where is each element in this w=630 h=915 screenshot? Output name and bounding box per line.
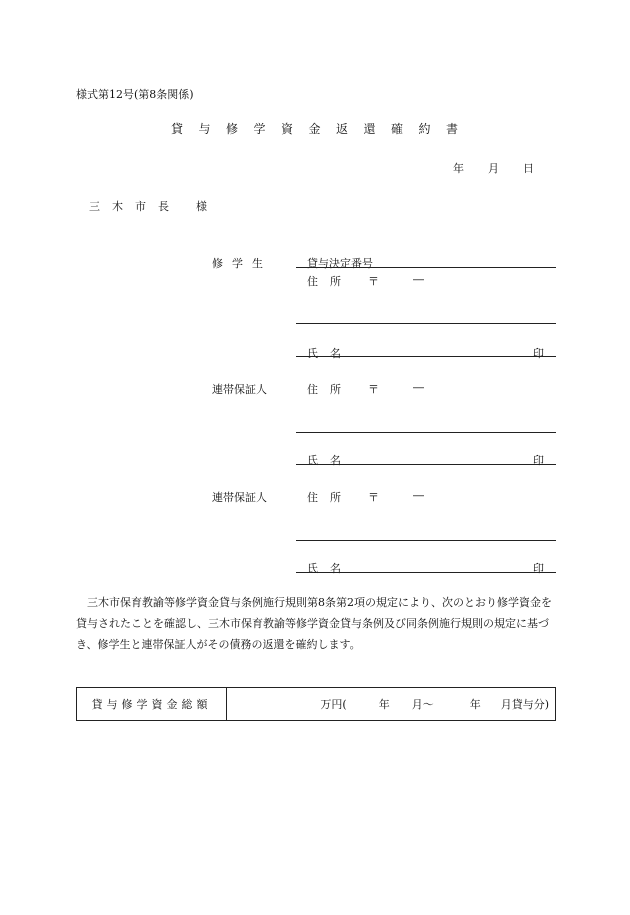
total-amount-table (76, 687, 556, 721)
guarantor-1-postal-mark: 〒 (368, 383, 379, 396)
guarantor-2-name-label: 氏名 (307, 562, 353, 575)
guarantor-1-name-label: 氏名 (307, 454, 353, 467)
form-number: 様式第12号(第8条関係) (76, 88, 194, 101)
guarantor-1-name-line (296, 464, 556, 465)
period-end-year: 年 (469, 698, 481, 711)
guarantor-2-postal-mark: 〒 (368, 491, 379, 504)
period-end-month: 月貸与分) (500, 698, 549, 711)
guarantor-1-address-line (296, 432, 556, 433)
pledge-paragraph: 三木市保育教諭等修学資金貸与条例施行規則第8条第2項の規定により、次のとおり修学資金を貸与されたことを確認し、三木市保育教諭等修学資金貸与条例及び同条例施行規則の規定に基づき、修学生と連帯保証人がその債務の返還を確約します。 (76, 596, 552, 651)
student-postal-dash: ― (413, 273, 424, 286)
student-number-line (296, 267, 556, 268)
guarantor-2-role-label: 連帯保証人 (212, 491, 267, 504)
student-role-label: 修学生 (212, 257, 272, 270)
addressee-honorific: 様 (196, 200, 207, 213)
guarantor-1-seal: 印 (533, 454, 544, 467)
guarantor-2-name-line (296, 572, 556, 573)
period-start-year: 年 (378, 698, 390, 711)
student-address-line (296, 323, 556, 324)
date-day-label: 日 (523, 162, 534, 175)
date-month-label: 月 (488, 162, 499, 175)
amount-unit: 万円( (320, 698, 347, 711)
guarantor-1-address-label: 住所 (307, 383, 353, 396)
total-amount-label: 貸与修学資金総額 (77, 688, 227, 720)
document-title: 貸与修学資金返還確約書 (171, 122, 474, 136)
period-start-month: 月～ (411, 698, 434, 711)
student-name-label: 氏名 (307, 347, 353, 360)
student-postal-mark: 〒 (368, 275, 379, 288)
guarantor-2-address-label: 住所 (307, 491, 353, 504)
guarantor-2-postal-dash: ― (413, 489, 424, 502)
student-address-label: 住所 (307, 275, 353, 288)
date-year-label: 年 (453, 162, 464, 175)
addressee-name: 三木市長 (89, 200, 181, 213)
guarantor-2-address-line (296, 540, 556, 541)
student-number-label: 貸与決定番号 (307, 257, 373, 270)
guarantor-1-postal-dash: ― (413, 381, 424, 394)
total-amount-value-cell (227, 688, 549, 720)
student-name-line (296, 356, 556, 357)
guarantor-2-seal: 印 (533, 562, 544, 575)
guarantor-1-role-label: 連帯保証人 (212, 383, 267, 396)
student-seal: 印 (533, 347, 544, 360)
